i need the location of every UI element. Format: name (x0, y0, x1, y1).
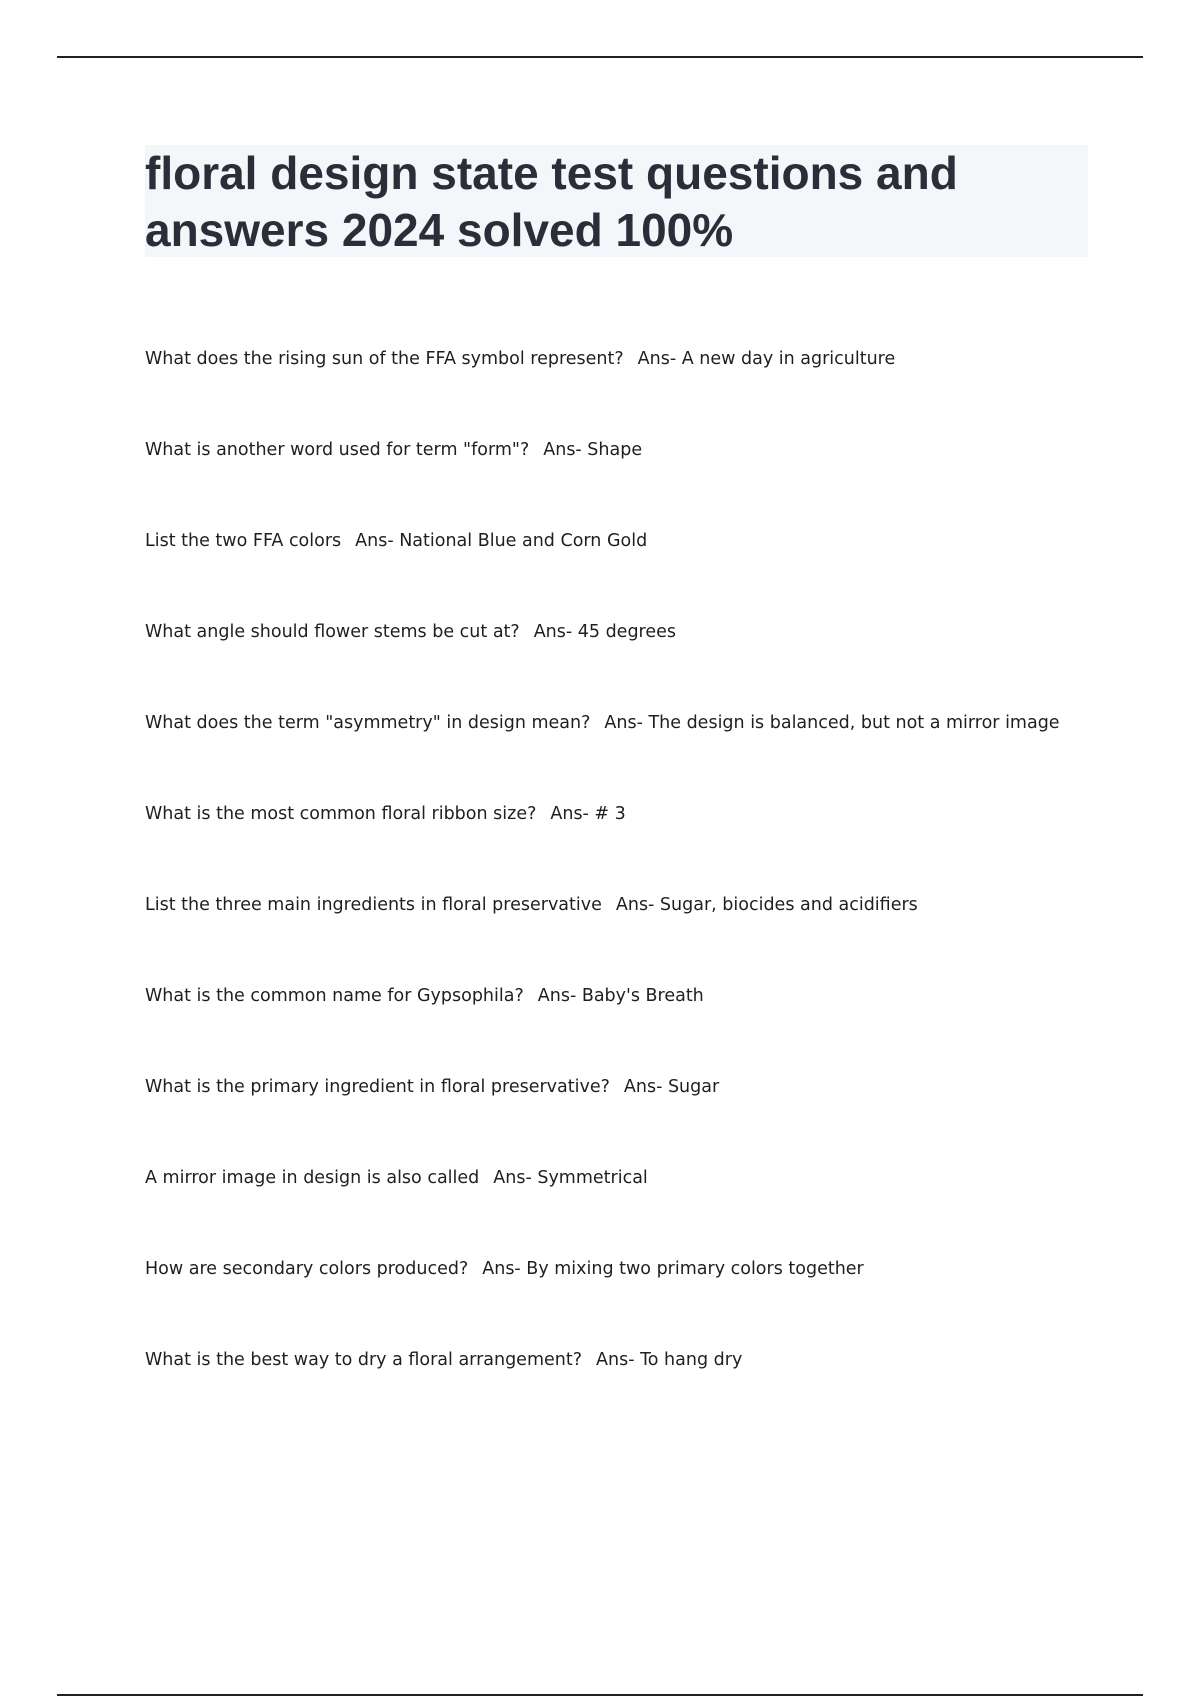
question-text: A mirror image in design is also called (145, 1168, 480, 1188)
qa-item (145, 1165, 1145, 1256)
question-text: What is the most common floral ribbon size? (145, 804, 537, 824)
answer-text: Ans- Sugar, biocides and acidifiers (615, 895, 918, 915)
answer-text: Ans- The design is balanced, but not a mirror image (604, 713, 1060, 733)
question-text: List the three main ingredients in floral preservative (145, 895, 602, 915)
qa-item (145, 892, 1145, 983)
answer-text: Ans- By mixing two primary colors together (482, 1259, 864, 1279)
question-text: How are secondary colors produced? (145, 1259, 469, 1279)
question-text: What is the common name for Gypsophila? (145, 986, 524, 1006)
answer-text: Ans- A new day in agriculture (637, 349, 896, 369)
question-text: What is another word used for term "form"? (145, 440, 530, 460)
answer-text: Ans- Sugar (623, 1077, 720, 1097)
answer-text: Ans- Shape (543, 440, 643, 460)
answer-text: Ans- 45 degrees (533, 622, 677, 642)
question-text: What is the primary ingredient in floral preservative? (145, 1077, 610, 1097)
qa-item (145, 1074, 1145, 1165)
question-text: List the two FFA colors (145, 531, 342, 551)
question-text: What is the best way to dry a floral arrangement? (145, 1350, 583, 1370)
question-text: What angle should flower stems be cut at? (145, 622, 520, 642)
qa-item (145, 528, 1145, 619)
answer-text: Ans- Baby's Breath (537, 986, 704, 1006)
qa-item (145, 1256, 1145, 1347)
answer-text: Ans- Symmetrical (493, 1168, 648, 1188)
document-title: floral design state test questions and answers 2024 solved 100% (145, 147, 958, 256)
answer-text: Ans- # 3 (550, 804, 626, 824)
answer-text: Ans- To hang dry (596, 1350, 743, 1370)
qa-item (145, 983, 1145, 1074)
qa-item (145, 346, 1145, 437)
qa-list (145, 346, 1145, 1438)
bottom-rule (57, 1694, 1143, 1696)
qa-item (145, 1347, 1145, 1438)
qa-item (145, 801, 1145, 892)
question-text: What does the rising sun of the FFA symbol represent? (145, 349, 624, 369)
qa-item (145, 619, 1145, 710)
qa-item (145, 437, 1145, 528)
qa-item (145, 710, 1145, 801)
title-block (145, 145, 1088, 257)
question-text: What does the term "asymmetry" in design mean? (145, 713, 591, 733)
answer-text: Ans- National Blue and Corn Gold (355, 531, 648, 551)
top-rule (57, 56, 1143, 58)
